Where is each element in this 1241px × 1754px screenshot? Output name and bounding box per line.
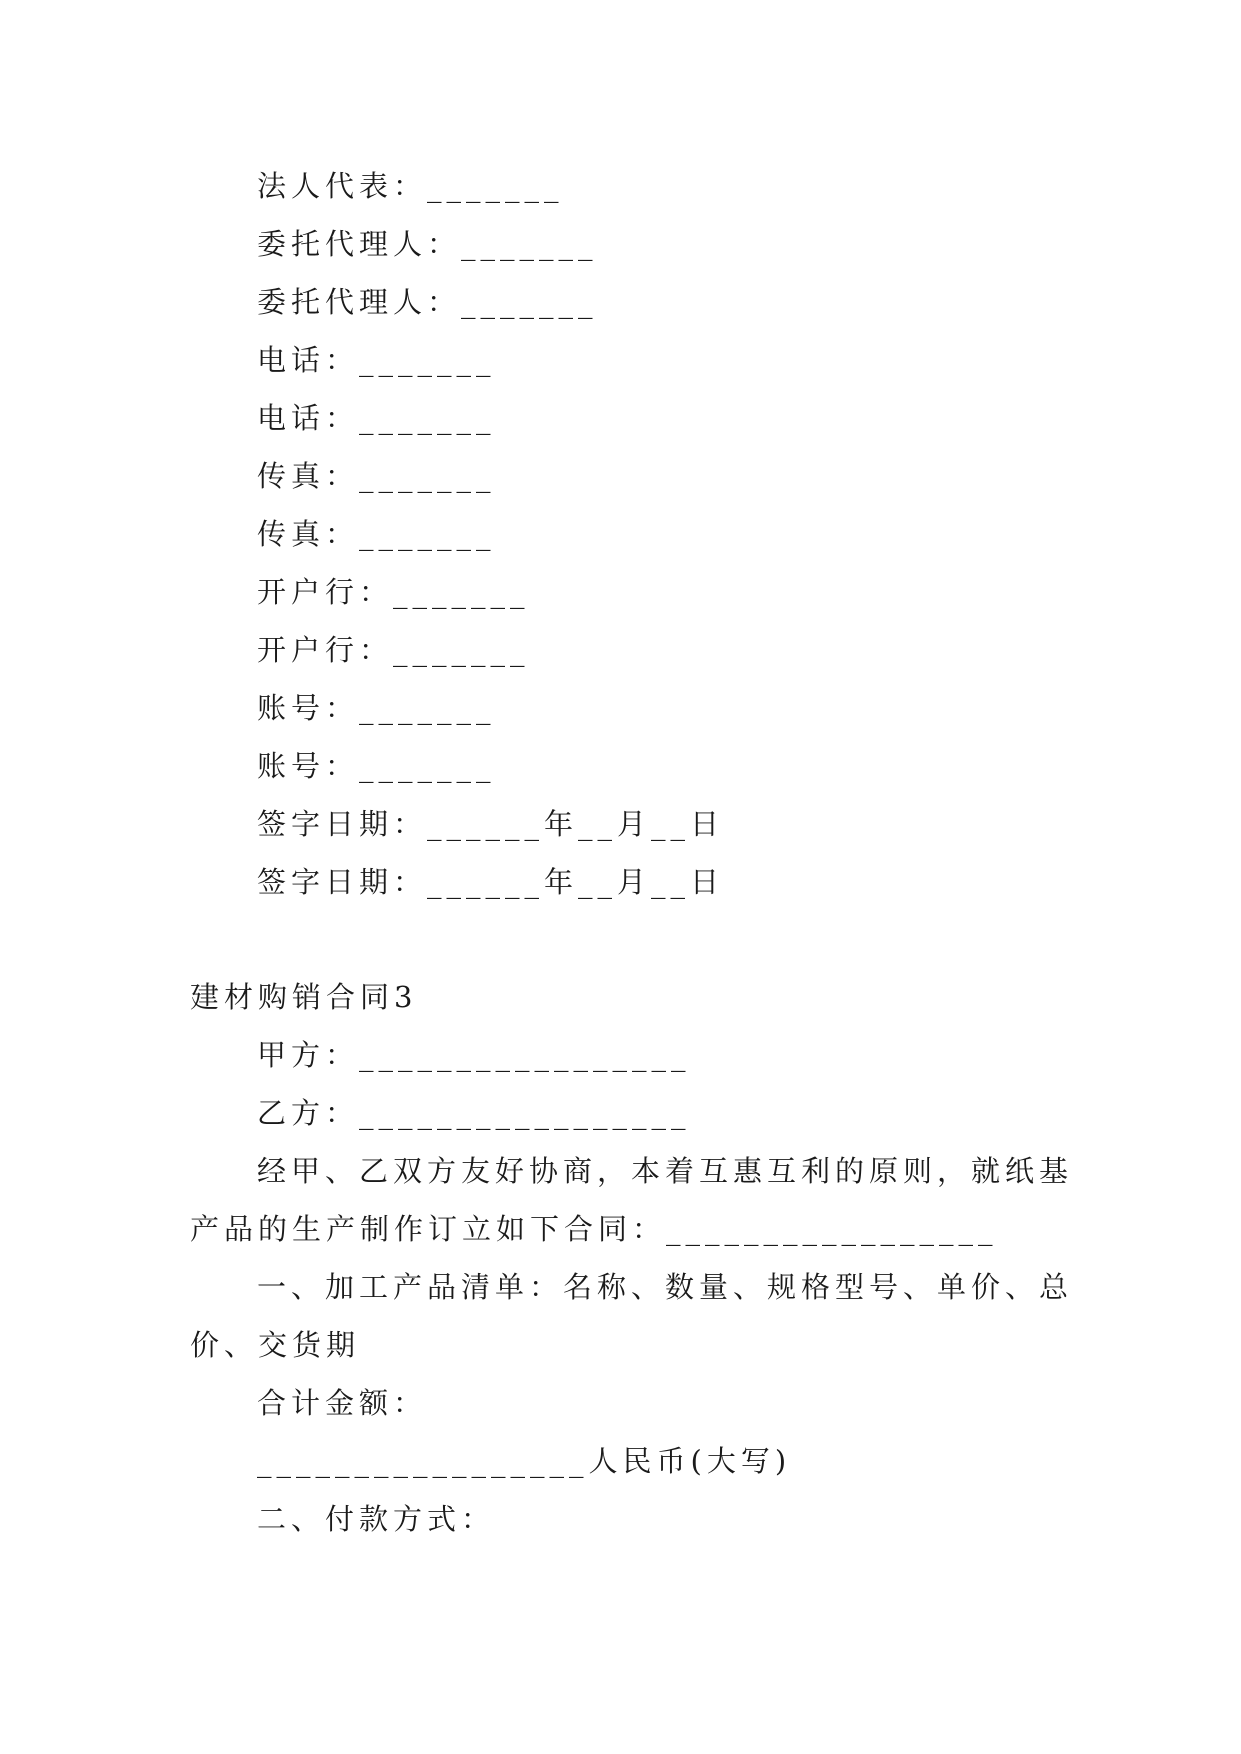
payment-method-heading: 二、付款方式： [257, 1502, 496, 1536]
fax-field-1: 传真：_______ [257, 459, 496, 493]
contract-title: 建材购销合同3 [190, 980, 418, 1014]
agent-field-2: 委托代理人：_______ [257, 285, 598, 319]
party-a-field: 甲方：_________________ [257, 1038, 691, 1072]
legal-rep-field: 法人代表：_______ [257, 169, 564, 203]
agent-field-1: 委托代理人：_______ [257, 227, 598, 261]
sign-date-field-2: 签字日期：______年__月__日 [257, 865, 725, 899]
rmb-line: _________________人民币(大写) [257, 1444, 792, 1478]
intro-line-1: 经甲、乙双方友好协商，本着互惠互利的原则，就纸基 [257, 1154, 1074, 1188]
sign-date-field-1: 签字日期：______年__月__日 [257, 807, 725, 841]
fax-field-2: 传真：_______ [257, 517, 496, 551]
item1-line-1: 一、加工产品清单：名称、数量、规格型号、单价、总 [257, 1270, 1074, 1304]
total-label: 合计金额： [257, 1386, 428, 1420]
bank-field-1: 开户行：_______ [257, 575, 530, 609]
intro-line-2: 产品的生产制作订立如下合同：_________________ [190, 1212, 998, 1246]
phone-field-2: 电话：_______ [257, 401, 496, 435]
bank-field-2: 开户行：_______ [257, 633, 530, 667]
account-field-1: 账号：_______ [257, 691, 496, 725]
phone-field-1: 电话：_______ [257, 343, 496, 377]
account-field-2: 账号：_______ [257, 749, 496, 783]
party-b-field: 乙方：_________________ [257, 1096, 691, 1130]
item1-line-2: 价、交货期 [190, 1328, 361, 1362]
